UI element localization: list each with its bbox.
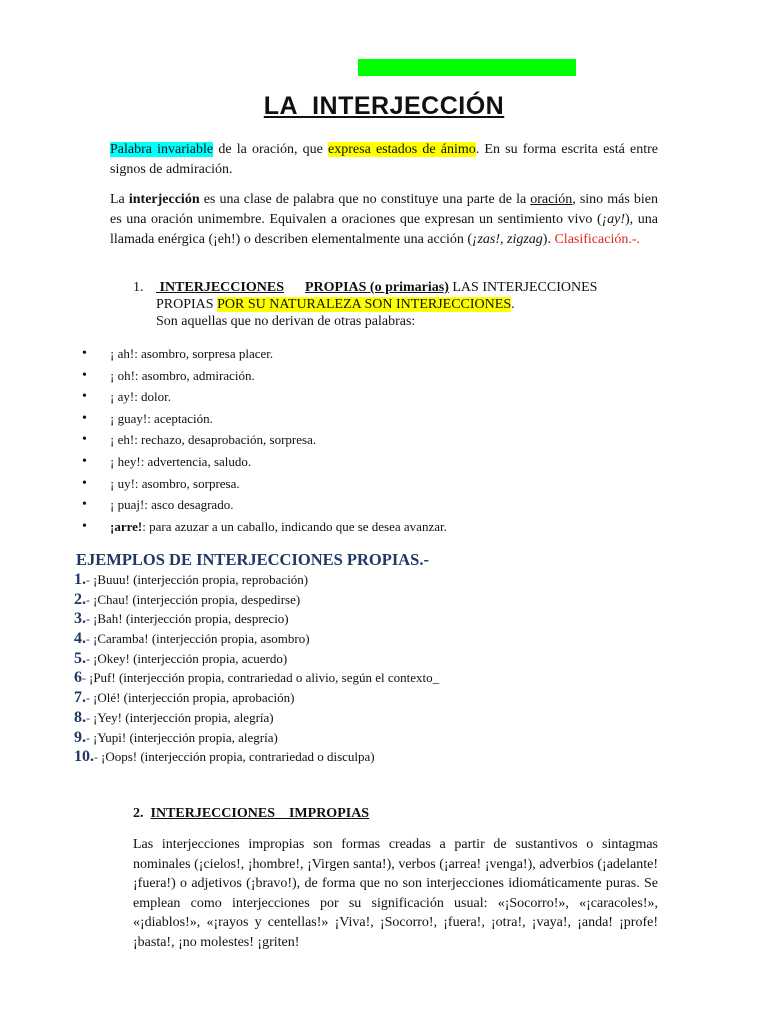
intro-paragraph [110, 140, 658, 180]
example-item [74, 629, 439, 649]
bullet-icon: • [82, 453, 87, 469]
list-item [78, 516, 447, 538]
bullet-icon: • [82, 367, 87, 383]
list-item [78, 473, 447, 495]
list-item [78, 429, 447, 451]
intro-mid: de la oración, que [213, 142, 329, 157]
bullet-term: ¡ puaj! [110, 497, 145, 513]
example-number: 2. [74, 590, 86, 608]
section-1-heading-a: INTERJECCIONES [156, 280, 284, 295]
section-2-gap [275, 806, 289, 821]
bullet-term: ¡arre! [110, 518, 143, 534]
definition-paragraph [110, 190, 658, 250]
bullet-desc: : asco desagrado. [144, 497, 234, 513]
example-dash: - [94, 750, 101, 765]
example-dash: - [82, 671, 89, 686]
def-classification-red: Clasificación.-. [554, 232, 640, 247]
list-item [78, 365, 447, 387]
example-dash: - [86, 691, 93, 706]
example-number: 7. [74, 689, 86, 707]
example-number: 8. [74, 708, 86, 726]
bullet-desc: : asombro, admiración. [134, 367, 255, 383]
def-text-5: ). [542, 232, 555, 247]
example-item [74, 747, 439, 767]
example-item [74, 609, 439, 629]
example-text: ¡Okey! (interjección propia, acuerdo) [93, 650, 288, 666]
example-text: ¡Yupi! (interjección propia, alegría) [93, 729, 278, 745]
bullet-term: ¡ uy! [110, 475, 135, 491]
example-number: 10. [74, 748, 94, 766]
list-item [78, 494, 447, 516]
bullet-desc: : advertencia, saludo. [140, 453, 252, 469]
bullet-desc: : aceptación. [147, 410, 213, 426]
example-item [74, 688, 439, 708]
example-number: 9. [74, 728, 86, 746]
bullet-icon: • [82, 497, 87, 513]
bullet-icon: • [82, 432, 87, 448]
section-2-number: 2. [133, 806, 144, 821]
bullet-term: ¡ ay! [110, 389, 135, 405]
example-text: ¡Puf! (interjección propia, contrariedad o alivio, según el contexto_ [89, 670, 440, 686]
example-dash: - [86, 592, 93, 607]
interjection-bullet-list [78, 343, 447, 537]
list-item [78, 343, 447, 365]
intro-highlight-cyan: Palabra invariable [110, 142, 214, 157]
example-number: 1. [74, 571, 86, 588]
green-highlight-bar [358, 59, 576, 76]
intro-end: . En su forma escrita está entre signos de admiración. [110, 142, 658, 177]
list-item [78, 386, 447, 408]
def-text-2: es una clase de palabra que no constituye una parte de la [199, 192, 531, 207]
example-text: ¡Oops! (interjección propia, contrariedad o disculpa) [101, 749, 375, 765]
def-underlined: oración [530, 192, 573, 207]
example-text: ¡Olé! (interjección propia, aprobación) [93, 690, 295, 706]
list-item [78, 451, 447, 473]
example-number: 6 [74, 669, 82, 687]
bullet-term: ¡ hey! [110, 453, 141, 469]
def-italic-2: ¡zas!, zigzag [472, 232, 543, 247]
list-item [78, 408, 447, 430]
bullet-desc: : asombro, sorpresa. [134, 475, 240, 491]
example-text: ¡Yey! (interjección propia, alegría) [93, 709, 274, 725]
bullet-icon: • [82, 518, 87, 534]
example-dash: - [86, 573, 93, 587]
bullet-term: ¡ guay! [110, 410, 148, 426]
example-text: ¡Buuu! (interjección propia, reprobación) [93, 572, 309, 587]
def-text-3: , sino más bien es una oración unimembre. Equivalen a oraciones que expresan un sentimiento vivo ( [110, 192, 658, 227]
example-item [74, 668, 439, 688]
example-item [74, 649, 439, 669]
example-item [74, 570, 439, 590]
section-2-body: Las interjecciones impropias son formas creadas a partir de sustantivos o sintagmas nominales (¡cielos!, ¡hombre!, ¡Virgen santa!), verbos (¡arrea! ¡venga!), adverbios (¡adelante! ¡fuera!) o adjetivos (¡bravo!), de forma que no son interjecciones idiomáticamente puras. Se emplean como interjecciones por su significación usual: «¡Socorro!», «¡caracoles!», «¡diablos!», «¡rayos y centellas!» ¡Viva!, ¡Socorro!, ¡fuera!, ¡otra!, ¡vaya!, ¡anda! ¡profe! ¡basta!, ¡no molestes! ¡griten! [133, 837, 658, 950]
section-1-line-2 [156, 296, 673, 313]
page-title: LA INTERJECCIÓN [263, 92, 505, 120]
section-1-heading-b: PROPIAS (o primarias) [304, 280, 449, 295]
section-1-line-2-end: . [511, 297, 515, 312]
example-text: ¡Chau! (interjección propia, despedirse) [93, 591, 301, 607]
examples-list [74, 570, 439, 767]
bullet-desc: : para azuzar a un caballo, indicando que se desea avanzar. [142, 518, 447, 534]
section-1-line-1 [156, 279, 673, 296]
example-item [74, 708, 439, 728]
section-1-number: 1. [133, 280, 144, 295]
example-item [74, 590, 439, 610]
def-bold-term: interjección [128, 192, 200, 207]
example-number: 4. [74, 630, 86, 648]
def-text-1: La [110, 192, 129, 207]
bullet-icon: • [82, 346, 87, 361]
bullet-desc: : dolor. [134, 389, 172, 405]
example-text: ¡Bah! (interjección propia, desprecio) [93, 611, 289, 627]
section-1-line-3: Son aquellas que no derivan de otras palabras: [156, 314, 416, 329]
bullet-desc: : rechazo, desaprobación, sorpresa. [134, 432, 317, 448]
example-number: 3. [74, 610, 86, 628]
section-2-heading-b: IMPROPIAS [288, 806, 370, 821]
example-dash: - [86, 632, 93, 647]
bullet-term: ¡ oh! [110, 367, 135, 383]
bullet-term: ¡ eh! [110, 432, 135, 448]
bullet-icon: • [82, 410, 87, 426]
section-2-heading-a: INTERJECCIONES [150, 806, 275, 821]
example-item [74, 728, 439, 748]
def-text-4: ), una llamada enérgica (¡eh!) o describen elementalmente una acción ( [110, 212, 658, 247]
example-dash: - [86, 612, 93, 627]
bullet-term: ¡ ah! [110, 346, 135, 361]
bullet-icon: • [82, 475, 87, 491]
def-italic-1: ¡ay! [601, 212, 626, 227]
example-number: 5. [74, 649, 86, 667]
example-dash: - [86, 730, 93, 745]
section-1-line-2-start: PROPIAS [156, 297, 218, 312]
example-text: ¡Caramba! (interjección propia, asombro) [93, 631, 310, 647]
example-dash: - [86, 651, 93, 666]
section-1 [133, 279, 673, 330]
examples-heading: EJEMPLOS DE INTERJECCIONES PROPIAS.- [76, 550, 429, 569]
section-1-line-1-rest: LAS INTERJECCIONES [448, 280, 598, 295]
intro-highlight-yellow: expresa estados de ánimo [328, 142, 476, 157]
bullet-icon: • [82, 389, 87, 405]
example-dash: - [86, 710, 93, 725]
section-1-gap [284, 280, 305, 295]
section-1-highlight-yellow: POR SU NATURALEZA SON INTERJECCIONES [217, 297, 512, 312]
bullet-desc: : asombro, sorpresa placer. [134, 346, 274, 361]
section-2-heading [133, 806, 369, 822]
